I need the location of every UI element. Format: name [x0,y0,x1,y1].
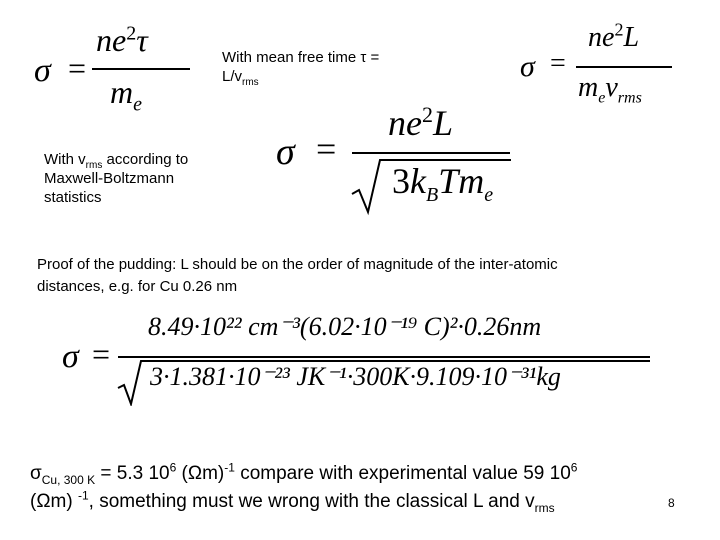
fraction-numerator: 8.49·10²² cm⁻³(6.02·10⁻¹⁹ C)²·0.26nm [148,312,542,341]
fraction-bar [92,68,190,70]
sqrt-sign [116,358,146,406]
result-line-2: (Ωm) $^{-1}$, something must we wrong with the classical L and $v_{rms}$ [30,488,555,515]
formula-numeric [58,312,658,422]
fraction-bar [352,152,510,154]
sigma-symbol: σ [520,50,535,83]
equals-sign: = [68,50,87,86]
fraction-denominator: $3k_BTm_e$ [392,161,494,207]
note-line-1: With $v_{rms}$ according to [44,151,189,171]
formula-maxwell-boltzmann [272,100,522,220]
result-line-1: $\sigma_{Cu, 300 K} = 5.3$ $10^6$ $(\Omega m)^{-1}$ compare with experimental value 59 $10^6$ [30,460,578,487]
note-line-2: $L/v_{rms}$ [222,68,259,88]
fraction-numerator: $ne^2L$ [388,102,454,143]
equals-sign: = [92,336,111,372]
fraction-numerator: $ne^2\tau$ [96,22,148,58]
note-line-2: Maxwell-Boltzmann [44,170,175,187]
equals-sign: = [316,129,337,169]
note-line-3: statistics [44,189,102,206]
fraction-bar [118,356,650,358]
proof-line-1: Proof of the pudding: L should be on the order of magnitude of the inter-atomic [37,256,558,273]
sigma-symbol: σ [34,52,51,89]
formula-drude-L [518,19,718,112]
sigma-symbol: σ [276,131,295,173]
proof-paragraph [37,254,558,298]
note-line-1: With mean free time τ = [222,49,380,66]
mean-free-time-note [222,48,379,86]
fraction-denominator: 3·1.381·10⁻²³ JK⁻¹·300K·9.109·10⁻³¹kg [150,362,561,391]
sqrt-sign [350,156,390,216]
fraction-denominator: $m_e$ [110,74,142,116]
fraction-bar [576,66,672,68]
maxwell-boltzmann-note [44,150,188,207]
fraction-denominator: $m_ev_{rms}$ [578,72,642,107]
sigma-symbol: σ [62,338,79,375]
page-number: 8 [668,496,675,510]
result-paragraph [30,460,577,516]
fraction-numerator: $ne^2L$ [588,19,640,53]
proof-line-2: distances, e.g. for Cu 0.26 nm [37,278,238,295]
equals-sign: = [550,48,566,79]
formula-drude-tau [30,20,210,120]
